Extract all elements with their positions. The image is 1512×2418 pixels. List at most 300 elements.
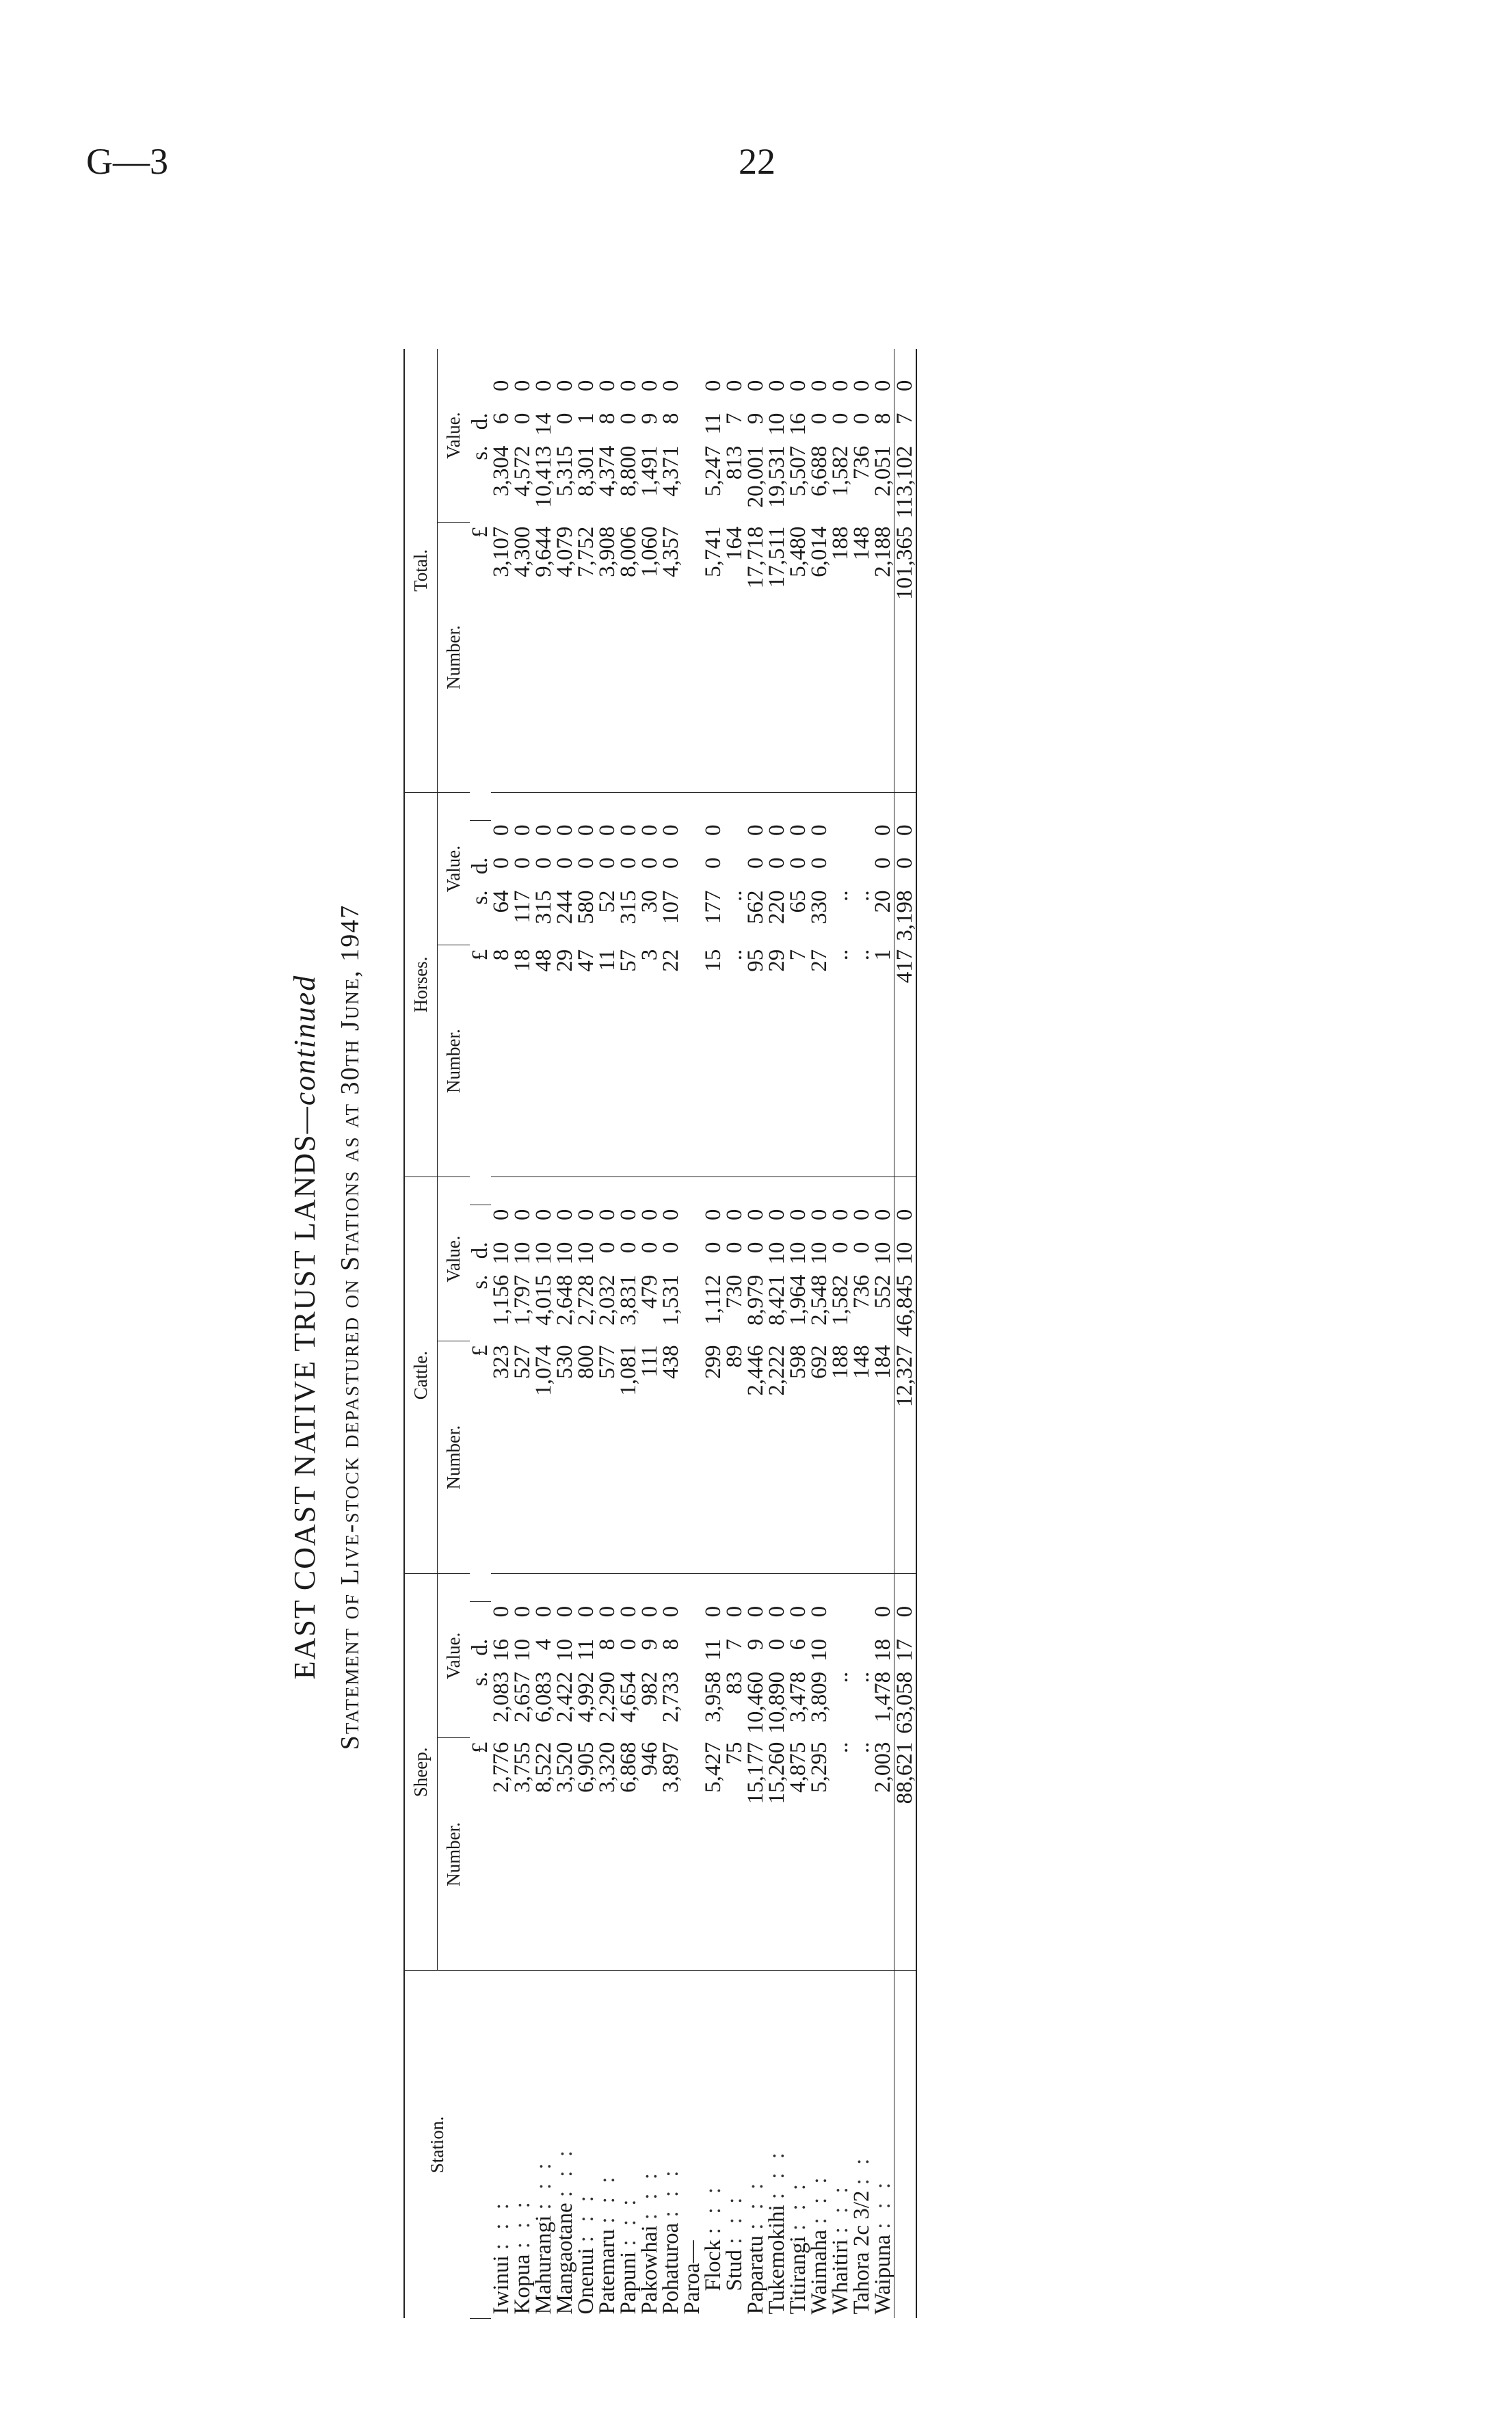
- total-pounds-cell: 813: [722, 445, 747, 480]
- total-number-cell: 4,357: [661, 523, 682, 793]
- total-shillings-cell: 0: [510, 412, 535, 425]
- sheep-spacer-cell: [745, 1574, 767, 1602]
- horses-spacer-cell: [555, 792, 576, 820]
- cattle-shillings-cell: 0: [743, 1241, 768, 1254]
- cattle-pence-cell: 0: [489, 1209, 514, 1221]
- station-name: Whaitiri: [828, 2239, 853, 2315]
- total-spacer-cell: [597, 349, 618, 376]
- station-cell: [703, 1971, 724, 2319]
- station-cell: [576, 1971, 597, 2319]
- table-row: [724, 349, 745, 2319]
- total-pence-cell: 0: [849, 380, 874, 392]
- leader-dots: : : :: [828, 2183, 853, 2234]
- station-cell: [851, 1971, 873, 2319]
- sheep-number-cell: 2,776: [491, 1738, 512, 1971]
- total-spacer-cell: [639, 349, 661, 376]
- table-title-continued: —continued: [288, 974, 321, 1134]
- cattle-pence-cell: 0: [722, 1209, 747, 1221]
- horses-pounds-cell: 65: [786, 890, 810, 913]
- horses-header: Horses.: [404, 792, 438, 1177]
- cattle-pounds-cell: 1,964: [786, 1274, 810, 1326]
- cattle-pounds-cell: 2,032: [595, 1274, 620, 1326]
- sheep-pence-cell: 0: [659, 1605, 683, 1618]
- horses-pence-cell: 0: [871, 824, 895, 837]
- horses-shillings-cell: 0: [743, 857, 768, 869]
- sheep-pounds-cell: 4,654: [616, 1671, 641, 1723]
- horses-pence-cell: 0: [807, 824, 832, 837]
- sheep-shillings-cell: 0: [765, 1638, 789, 1651]
- cattle-pounds-cell: 46,845: [894, 1271, 917, 1341]
- sheep-spacer-cell: [724, 1574, 745, 1602]
- cattle-number-cell: 111: [639, 1341, 661, 1573]
- sheep-pounds-cell: 3,958: [701, 1671, 726, 1723]
- horses-number-cell: 15: [703, 945, 724, 1177]
- station-cell: [555, 1971, 576, 2319]
- sheep-pound-unit: £: [470, 1738, 491, 1971]
- total-shillings-cell: 9: [743, 412, 768, 425]
- cattle-spacer-cell: [873, 1177, 894, 1205]
- horses-pounds-cell: ..: [722, 890, 747, 902]
- horses-pence-cell: [682, 821, 703, 854]
- sheep-spacer-cell: [873, 1574, 894, 1602]
- cattle-pence-cell: 0: [510, 1209, 535, 1221]
- total-spacer-cell: [533, 349, 555, 376]
- total-spacer-cell: [851, 349, 873, 376]
- cattle-pence-cell: 0: [807, 1209, 832, 1221]
- cattle-shillings-cell: 0: [701, 1241, 726, 1254]
- horses-spacer-cell: [767, 792, 788, 820]
- horses-pounds-cell: 315: [616, 890, 641, 925]
- sheep-spacer-cell: [851, 1574, 873, 1602]
- total-number-cell: 2,188: [873, 523, 894, 793]
- sheep-number-cell: ..: [830, 1738, 851, 1971]
- cattle-number-cell: 800: [576, 1341, 597, 1573]
- horses-shillings-cell: 0: [531, 857, 556, 869]
- total-number-cell: 164: [724, 523, 745, 793]
- sheep-pence-cell: 0: [531, 1605, 556, 1618]
- total-number-cell: 7,752: [576, 523, 597, 793]
- horses-spacer-cell: [682, 792, 703, 820]
- cattle-spacer-cell: [745, 1177, 767, 1205]
- total-spacer-cell: [682, 349, 703, 376]
- sheep-pence-cell: 0: [553, 1605, 577, 1618]
- horses-spacer-cell: [873, 792, 894, 820]
- table-row: [597, 349, 618, 2319]
- leader-dots: : : :: [489, 2199, 514, 2250]
- horses-spacer-cell: [512, 792, 533, 820]
- sheep-pence-cell: 0: [616, 1605, 641, 1618]
- station-name: Flock: [701, 2239, 726, 2291]
- total-pounds-cell: [682, 442, 703, 523]
- cattle-pounds-cell: 2,728: [574, 1274, 598, 1326]
- cattle-pounds-cell: 8,421: [765, 1274, 789, 1326]
- leader-dots: : : :: [531, 2159, 556, 2210]
- sheep-pence-unit: d.: [468, 1638, 492, 1656]
- table-row: [555, 349, 576, 2319]
- sheep-pence-cell: 0: [786, 1605, 810, 1618]
- cattle-spacer-cell: [724, 1177, 745, 1205]
- cattle-number-cell: 1,081: [618, 1341, 639, 1573]
- station-name: Pohaturoa: [659, 2222, 683, 2315]
- cattle-pounds-cell: 552: [871, 1274, 895, 1309]
- sheep-number-cell: 2,003: [873, 1738, 894, 1971]
- total-header: Total.: [404, 349, 438, 792]
- sheep-number-cell: 88,621: [894, 1738, 917, 1971]
- horses-pounds-cell: 107: [659, 890, 683, 925]
- station-cell: [767, 1971, 788, 2319]
- horses-pounds-cell: 244: [553, 890, 577, 925]
- total-pounds-cell: 3,304: [489, 445, 514, 497]
- sheep-shillings-cell: 16: [489, 1638, 514, 1661]
- horses-shillings-cell: 0: [595, 857, 620, 869]
- table-title-main: EAST COAST NATIVE TRUST LANDS: [288, 1133, 321, 1680]
- cattle-shillings-cell: 10: [553, 1241, 577, 1265]
- group-header-row: [404, 349, 438, 2319]
- sheep-pence-cell: 0: [722, 1605, 747, 1618]
- cattle-spacer-cell: [576, 1177, 597, 1205]
- livestock-table: [403, 349, 917, 2319]
- cattle-pounds-cell: 4,015: [531, 1274, 556, 1326]
- cattle-pounds-cell: 1,531: [659, 1274, 683, 1326]
- total-spacer-cell: [618, 349, 639, 376]
- leader-dots: : : :: [743, 2179, 768, 2230]
- total-pound-unit: £: [468, 526, 492, 538]
- table-row: [639, 349, 661, 2319]
- sheep-spacer-cell: [512, 1574, 533, 1602]
- horses-pence-cell: 0: [765, 824, 789, 837]
- station-cell: [597, 1971, 618, 2319]
- total-spacer-cell: [512, 349, 533, 376]
- total-pounds-cell: 4,572: [510, 445, 535, 497]
- cattle-spacer-cell: [639, 1177, 661, 1205]
- cattle-pence-cell: 0: [659, 1209, 683, 1221]
- cattle-number-cell: 598: [788, 1341, 809, 1573]
- cattle-spacer-cell: [491, 1177, 512, 1205]
- horses-pence-cell: 0: [574, 824, 598, 837]
- total-pence-cell: 0: [659, 380, 683, 392]
- horses-number-cell: 29: [767, 945, 788, 1177]
- cattle-number-cell: 2,446: [745, 1341, 767, 1573]
- total-pence-cell: 0: [595, 380, 620, 392]
- leader-dots: : : :: [510, 2198, 535, 2249]
- cattle-pence-cell: 0: [786, 1209, 810, 1221]
- sheep-pounds-cell: ..: [828, 1671, 853, 1683]
- horses-number-cell: 29: [555, 945, 576, 1177]
- horses-shillings-cell: 0: [659, 857, 683, 869]
- sheep-pence-cell: 0: [765, 1605, 789, 1618]
- horses-number-cell: 47: [576, 945, 597, 1177]
- sheep-pence-cell: [851, 1602, 873, 1635]
- horses-pence-cell: 0: [489, 824, 514, 837]
- cattle-pence-cell: 0: [871, 1209, 895, 1221]
- horses-spacer-cell: [533, 792, 555, 820]
- total-pence-cell: 0: [786, 380, 810, 392]
- total-pounds-cell: 8,800: [616, 445, 641, 497]
- horses-shillings-cell: 0: [807, 857, 832, 869]
- sheep-number-cell: 3,897: [661, 1738, 682, 1971]
- leader-dots: : : :: [616, 2195, 641, 2246]
- station-cell: [661, 1971, 682, 2319]
- total-pence-cell: 0: [574, 380, 598, 392]
- horses-pence-cell: [830, 821, 851, 854]
- cattle-value-header: Value.: [438, 1177, 470, 1341]
- cattle-shillings-cell: 0: [637, 1241, 662, 1254]
- total-pounds-cell: 20,001: [743, 445, 768, 508]
- leader-dots: : : :: [786, 2179, 810, 2231]
- sheep-pounds-cell: 3,809: [807, 1671, 832, 1723]
- total-number-cell: 5,741: [703, 523, 724, 793]
- cattle-spacer-cell: [788, 1177, 809, 1205]
- cattle-pence-cell: 0: [616, 1209, 641, 1221]
- table-row: [851, 349, 873, 2319]
- total-pounds-cell: 4,371: [659, 445, 683, 497]
- cattle-shilling-unit: s.: [468, 1274, 492, 1289]
- page-number: 22: [739, 141, 775, 182]
- sheep-number-cell: ..: [851, 1738, 873, 1971]
- sheep-spacer-cell: [576, 1574, 597, 1602]
- station-name: Mangaotane: [553, 2203, 577, 2315]
- sheep-shillings-cell: 17: [894, 1635, 917, 1668]
- horses-spacer-cell: [830, 792, 851, 820]
- total-shillings-cell: 7: [894, 409, 917, 442]
- total-spacer-cell: [724, 349, 745, 376]
- total-pounds-cell: 10,413: [531, 445, 556, 508]
- table-row: [618, 349, 639, 2319]
- total-pounds-cell: 736: [849, 445, 874, 480]
- cattle-pounds-cell: 730: [722, 1274, 747, 1309]
- total-pounds-cell: 1,582: [828, 445, 853, 497]
- table-row: [576, 349, 597, 2319]
- horses-spacer-cell: [703, 792, 724, 820]
- cattle-spacer-cell: [682, 1177, 703, 1205]
- station-cell: [809, 1971, 830, 2319]
- station-name: Papuni: [616, 2251, 641, 2315]
- cattle-shillings-cell: 10: [489, 1241, 514, 1265]
- sheep-spacer-cell: [767, 1574, 788, 1602]
- sheep-shillings-cell: 10: [553, 1638, 577, 1661]
- horses-shilling-unit: s.: [468, 890, 492, 905]
- cattle-spacer-cell: [703, 1177, 724, 1205]
- horses-spacer-cell: [788, 792, 809, 820]
- horses-value-header: Value.: [438, 792, 470, 945]
- sheep-number-cell: 6,905: [576, 1738, 597, 1971]
- cattle-pence-cell: 0: [765, 1209, 789, 1221]
- sheep-number-cell: 5,427: [703, 1738, 724, 1971]
- sheep-pounds-cell: 2,657: [510, 1671, 535, 1723]
- sheep-shillings-cell: 8: [659, 1638, 683, 1651]
- sheep-number-cell: 15,177: [745, 1738, 767, 1971]
- table-row: [873, 349, 894, 2319]
- cattle-shillings-cell: 0: [595, 1241, 620, 1254]
- cattle-number-header: Number.: [438, 1341, 470, 1573]
- total-number-cell: 17,718: [745, 523, 767, 793]
- horses-pounds-cell: 562: [743, 890, 768, 925]
- total-pence-cell: 0: [743, 380, 768, 392]
- station-name: Pakowhai: [637, 2225, 662, 2315]
- station-cell: [639, 1971, 661, 2319]
- station-cell: [894, 1971, 917, 2319]
- sheep-pounds-cell: 63,058: [894, 1668, 917, 1738]
- sheep-spacer-cell: [703, 1574, 724, 1602]
- horses-spacer-cell: [894, 792, 917, 820]
- horses-number-cell: 7: [788, 945, 809, 1177]
- total-pounds-cell: 6,688: [807, 445, 832, 497]
- total-shillings-cell: 0: [616, 412, 641, 425]
- horses-number-cell: 1: [873, 945, 894, 1177]
- horses-number-cell: 18: [512, 945, 533, 1177]
- sheep-shillings-cell: 0: [616, 1638, 641, 1651]
- horses-pence-cell: 0: [659, 824, 683, 837]
- sheep-shillings-cell: [682, 1635, 703, 1668]
- sheep-shillings-cell: 4: [531, 1638, 556, 1651]
- cattle-spacer-cell: [533, 1177, 555, 1205]
- sheep-header: Sheep.: [404, 1574, 438, 1971]
- horses-shillings-cell: 0: [489, 857, 514, 869]
- leader-dots: : : :: [553, 2146, 577, 2198]
- horses-pence-cell: 0: [894, 821, 917, 854]
- horses-number-cell: 417: [894, 945, 917, 1177]
- sheep-number-cell: 3,320: [597, 1738, 618, 1971]
- sheep-pence-cell: 0: [701, 1605, 726, 1618]
- cattle-number-cell: [682, 1341, 703, 1573]
- table-row: [745, 349, 767, 2319]
- cattle-pence-cell: 0: [828, 1209, 853, 1221]
- total-pence-cell: 0: [722, 380, 747, 392]
- horses-pounds-cell: 52: [595, 890, 620, 913]
- total-number-cell: 9,644: [533, 523, 555, 793]
- station-name: Waipuna: [871, 2235, 895, 2315]
- horses-pounds-cell: 580: [574, 890, 598, 925]
- total-spacer-cell: [661, 349, 682, 376]
- total-pounds-cell: 5,315: [553, 445, 577, 497]
- horses-spacer-cell: [597, 792, 618, 820]
- cattle-shillings-cell: [682, 1238, 703, 1271]
- horses-shillings-cell: 0: [765, 857, 789, 869]
- sheep-number-cell: [682, 1738, 703, 1971]
- total-pence-cell: 0: [828, 380, 853, 392]
- total-number-cell: 1,060: [639, 523, 661, 793]
- horses-shillings-cell: 0: [701, 857, 726, 869]
- sheep-pounds-cell: 4,992: [574, 1671, 598, 1723]
- horses-spacer-cell: [661, 792, 682, 820]
- cattle-spacer-cell: [661, 1177, 682, 1205]
- total-pence-unit: d.: [468, 412, 492, 430]
- sheep-spacer-cell: [555, 1574, 576, 1602]
- cattle-pence-cell: 0: [894, 1205, 917, 1238]
- cattle-spacer-cell: [767, 1177, 788, 1205]
- horses-shillings-cell: 0: [786, 857, 810, 869]
- total-pence-cell: 0: [637, 380, 662, 392]
- sheep-number-cell: 15,260: [767, 1738, 788, 1971]
- cattle-number-cell: 299: [703, 1341, 724, 1573]
- station-name: Paparatu: [743, 2235, 768, 2315]
- horses-number-cell: ..: [851, 945, 873, 1177]
- total-pounds-cell: 19,531: [765, 445, 789, 508]
- sheep-pence-cell: 0: [743, 1605, 768, 1618]
- total-shillings-cell: 7: [722, 412, 747, 425]
- horses-pounds-cell: 3,198: [894, 886, 917, 945]
- total-pence-cell: 0: [807, 380, 832, 392]
- cattle-shillings-cell: 10: [786, 1241, 810, 1265]
- station-name: Stud: [722, 2249, 747, 2291]
- leader-dots: : : :: [659, 2166, 683, 2218]
- rotated-table-block: [287, 335, 1279, 2319]
- station-name: Paroa—: [680, 2240, 704, 2315]
- total-pence-cell: [682, 376, 703, 409]
- total-shillings-cell: 0: [828, 412, 853, 425]
- horses-number-cell: 3: [639, 945, 661, 1177]
- station-name: Kopua: [510, 2254, 535, 2315]
- horses-pound-unit: £: [468, 949, 492, 961]
- horses-number-cell: [682, 945, 703, 1177]
- total-number-cell: 101,365: [894, 523, 917, 793]
- station-name: Waimaha: [807, 2229, 832, 2315]
- sheep-spacer-cell: [809, 1574, 830, 1602]
- total-shillings-cell: 0: [849, 412, 874, 425]
- total-spacer-cell: [873, 349, 894, 376]
- sheep-pence-cell: 0: [489, 1605, 514, 1618]
- sheep-number-cell: 3,520: [555, 1738, 576, 1971]
- sheep-pence-cell: [830, 1602, 851, 1635]
- table-row: [512, 349, 533, 2319]
- horses-pounds-cell: 30: [637, 890, 662, 913]
- sheep-number-cell: 75: [724, 1738, 745, 1971]
- total-pence-cell: 0: [553, 380, 577, 392]
- total-number-cell: 5,480: [788, 523, 809, 793]
- horses-spacer-cell: [851, 792, 873, 820]
- total-spacer-cell: [788, 349, 809, 376]
- table-row: [830, 349, 851, 2319]
- cattle-pounds-cell: 2,548: [807, 1274, 832, 1326]
- sheep-number-cell: 8,522: [533, 1738, 555, 1971]
- total-number-cell: 148: [851, 523, 873, 793]
- total-pounds-cell: 113,102: [894, 442, 917, 523]
- cattle-pounds-cell: 1,112: [701, 1274, 726, 1325]
- cattle-pounds-cell: 736: [849, 1274, 874, 1309]
- station-name: Tahora 2c 3/2: [849, 2190, 874, 2315]
- sheep-spacer-cell: [661, 1574, 682, 1602]
- table-row: [491, 349, 512, 2319]
- total-pence-cell: 0: [894, 376, 917, 409]
- horses-spacer-cell: [745, 792, 767, 820]
- total-shillings-cell: 16: [786, 412, 810, 436]
- cattle-shillings-cell: 10: [574, 1241, 598, 1265]
- sheep-pence-cell: 0: [637, 1605, 662, 1618]
- cattle-shillings-cell: 0: [616, 1241, 641, 1254]
- table-row: [533, 349, 555, 2319]
- cattle-pound-unit: £: [468, 1345, 492, 1356]
- horses-pence-cell: 0: [701, 824, 726, 837]
- sheep-spacer-cell: [894, 1574, 917, 1602]
- leader-dots: : : :: [595, 2172, 620, 2224]
- horses-number-cell: 95: [745, 945, 767, 1177]
- horses-pence-cell: 0: [510, 824, 535, 837]
- station-cell: [491, 1971, 512, 2319]
- horses-pounds-cell: 330: [807, 890, 832, 925]
- station-name: Tukemokihi: [765, 2205, 789, 2315]
- sheep-number-cell: 5,295: [809, 1738, 830, 1971]
- cattle-number-cell: 1,074: [533, 1341, 555, 1573]
- cattle-pounds-cell: 2,648: [553, 1274, 577, 1326]
- total-pounds-cell: 5,507: [786, 445, 810, 497]
- cattle-shillings-cell: 10: [871, 1241, 895, 1265]
- cattle-spacer-cell: [851, 1177, 873, 1205]
- horses-shillings-cell: 0: [616, 857, 641, 869]
- cattle-spacer-cell: [830, 1177, 851, 1205]
- sheep-pounds-cell: [682, 1668, 703, 1738]
- horses-pounds-cell: 117: [510, 890, 535, 923]
- sheep-pence-cell: 0: [871, 1605, 895, 1618]
